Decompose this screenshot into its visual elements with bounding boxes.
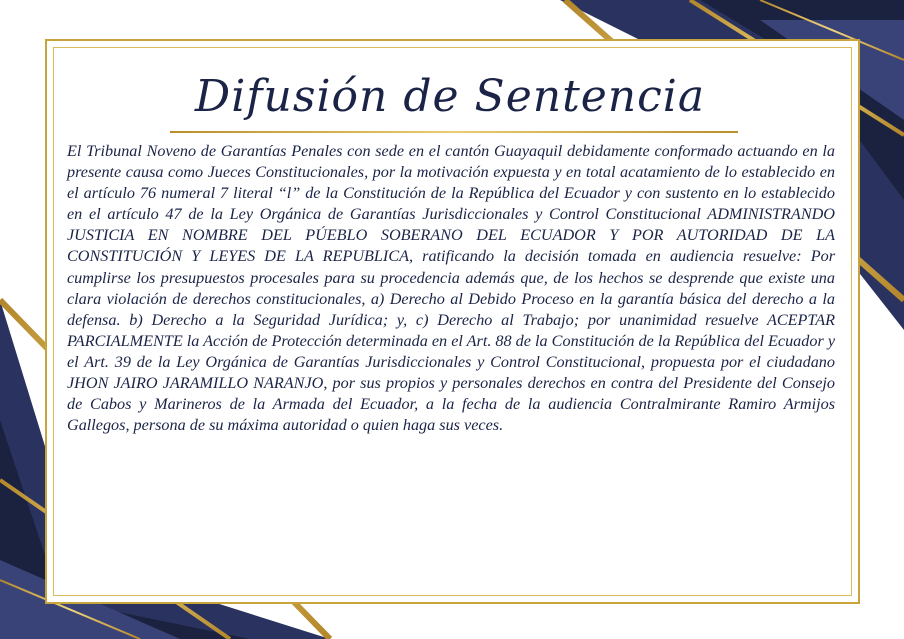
sentence-body-text: El Tribunal Noveno de Garantías Penales con sede en el cantón Guayaquil debidamente conformado actuando en la presente causa como Jueces Constitucionales, por la motivación expuesta y en total acatamiento de lo establecido en el artículo 76 numeral 7 literal “l” de la Constitución de la República del Ecuador y con sustento en lo establecido en el artículo 47 de la Ley Orgánica de Garantías Jurisdiccionales y Control Constitucional ADMINISTRANDO JUSTICIA EN NOMBRE DEL PÚEBLO SOBERANO DEL ECUADOR Y POR AUTORIDAD DE LA CONSTITUCIÓN Y LEYES DE LA REPUBLICA, ratificando la decisión tomada en audiencia resuelve: Por cumplirse los presupuestos procesales para su procedencia además que, de los hechos se desprende que existe una clara violación de derechos constitucionales, a) Derecho al Debido Proceso en la garantía básica del derecho a la defensa. b) Derecho a la Seguridad Jurídica; y, c) Derecho al Trabajo; por unanimidad resuelve ACEPTAR PARCIALMENTE la Acción de Protección determinada en el Art. 88 de la Constitución de la República del Ecuador y el Art. 39 de la Ley Orgánica de Garantías Jurisdiccionales y Control Constitucional, propuesta por el ciudadano JHON JAIRO JARAMILLO NARANJO, por sus propios y personales derechos en contra del Presidente del Consejo de Cabos y Marineros de la Armada del Ecuador, a la fecha de la audiencia Contralmirante Ramiro Armijos Gallegos, persona de su máxima autoridad o quien haga sus veces. <box>67 142 835 435</box>
document-title: Difusión de Sentencia <box>194 71 706 122</box>
title-underline <box>170 131 738 133</box>
